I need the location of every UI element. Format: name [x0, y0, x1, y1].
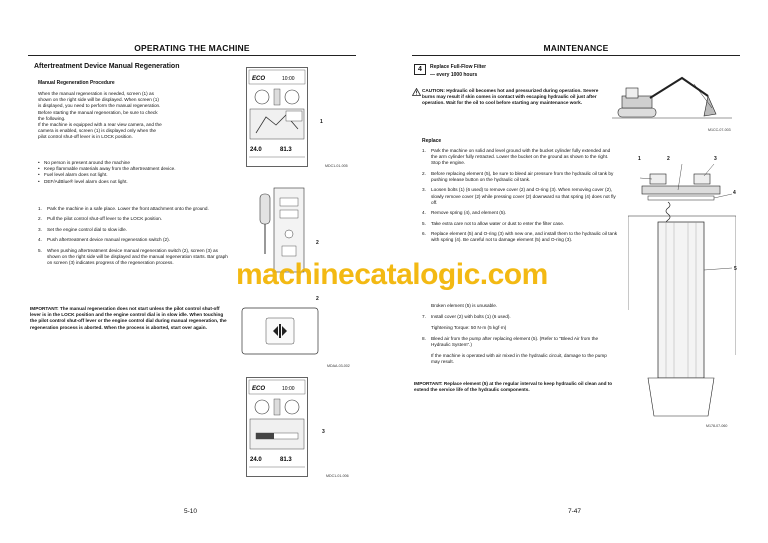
replace-steps [422, 148, 618, 248]
important-text: Replace element (5) at the regular interval to keep hydraulic oil clean and to extend the service life of the hydraulic components. [414, 381, 613, 393]
right-page-header: MAINTENANCE [543, 43, 609, 53]
step-item [422, 314, 618, 320]
watermark-text: machinecatalogic.com [236, 258, 548, 291]
callout-1: 1 [320, 119, 323, 125]
callout-2b: 2 [316, 296, 319, 302]
full-flow-filter-figure [628, 150, 736, 420]
step-item [38, 248, 230, 267]
caution-label: CAUTION: [422, 88, 445, 93]
intro-line: If the machine is equipped with a rear view camera, and the [38, 122, 162, 128]
step-text: Set the engine control dial to slow idle. [47, 226, 127, 232]
excavator-figure [612, 70, 732, 126]
step-item [422, 336, 618, 348]
important-label: IMPORTANT: [30, 306, 59, 311]
figure-id: MDC1-01-006 [326, 474, 349, 478]
step-text: Park the machine on solid and level ground with the bucket cylinder fully extended and the arm cylinder fully retracted. Lower the bucket on the ground as shown to the right. Stop the engine. [431, 148, 611, 166]
step-number: 1. [422, 148, 426, 153]
callout-4: 4 [733, 190, 736, 196]
step-text: Install cover (2) with bolts (1) (6 used). [431, 314, 511, 319]
broken-note: Broken element (5) is unusable. [431, 303, 498, 308]
left-page-header: OPERATING THE MACHINE [134, 43, 250, 53]
caution-text: Hydraulic oil becomes hot and pressurized during operation. Severe burns may result if skin comes in contact with escaping hydraulic oil just after operation. Wait for the oil to cool before starting any maintenance work. [422, 88, 599, 106]
step-number: 1. [38, 206, 42, 211]
step-number: 7. [422, 314, 426, 319]
step-number: 3. [422, 187, 426, 193]
step-text: Park the machine in a safe place. Lower the front attachment onto the ground. [47, 206, 209, 211]
step-item [38, 237, 230, 243]
intro-text [38, 91, 234, 141]
caution-note [422, 88, 612, 107]
precheck-list [38, 160, 228, 185]
important-note [414, 381, 614, 393]
eco-label: ECO [252, 386, 266, 392]
step-number: 3. [38, 226, 42, 232]
clock-text: 10:00 [282, 76, 295, 82]
intro-line: Before starting the manual regeneration, be sure to check [38, 109, 158, 115]
important-note [30, 306, 230, 331]
callout-3: 3 [322, 429, 325, 435]
right-header-rule [412, 55, 740, 56]
step-number: 4. [38, 237, 42, 243]
callout-3: 3 [714, 156, 717, 162]
caution-icon [412, 88, 421, 96]
list-item: • Fuel level alarm does not light. [38, 172, 228, 178]
monitor-screen-1 [246, 67, 308, 167]
list-item: • No person is present around the machine [38, 160, 228, 166]
page-number: 7-47 [568, 508, 582, 515]
list-item: • DEF/AdBlue® level alarm does not light. [38, 179, 228, 185]
intro-line: pilot control shut-off lever is in LOCK position. [38, 134, 133, 140]
step-text: Take extra care not to allow water or dust to enter the filter case. [431, 220, 565, 226]
task-title: Replace Full-Flow Filter [430, 64, 487, 70]
section-title: Aftertreatment Device Manual Regeneration [34, 63, 180, 70]
callout-2: 2 [316, 240, 319, 246]
callout-1: 1 [638, 156, 641, 162]
important-label: IMPORTANT: [414, 381, 443, 386]
step-number: 2. [422, 170, 426, 176]
figure-id: MDAA-03-002 [327, 364, 350, 368]
step-item [422, 210, 618, 216]
task-interval: — every 1000 hours [430, 72, 478, 78]
list-item: • Keep flammable materials away from the aftertreatment device. [38, 166, 228, 172]
step-text: Push aftertreatment device manual regeneration switch (2). [47, 237, 170, 243]
monitor-screen-3 [246, 377, 308, 477]
step-number: 8. [422, 336, 426, 341]
step-number-box: 4 [414, 64, 426, 75]
step-item [422, 171, 618, 183]
step-number: 5. [422, 220, 426, 226]
intro-line: camera is enabled, screen (1) is displayed only when the [38, 128, 157, 134]
temp-readout: 24.0 [250, 147, 262, 153]
temp-readout: 24.0 [250, 457, 262, 463]
step-item [38, 206, 230, 212]
intro-line: is displayed, you need to perform the manual regeneration. [38, 103, 161, 109]
step-item [38, 227, 230, 233]
step-item [422, 148, 618, 167]
step-item [422, 187, 618, 206]
step-number: 2. [38, 216, 42, 222]
regeneration-switch-figure [240, 306, 320, 356]
step-text: When pushing aftertreatment device manual regeneration switch (2), screen (3) as shown on the right side will be displayed and the manual regeneration starts. Bar graph on screen (3) indicates progress of the regeneration process. [47, 247, 228, 265]
step-text: Loosen bolts (1) (6 used) to remove cover (2) and O-ring (3). When removing cover (2), slowly remove cover (2) while pressing cover (2) downward so that spring (4) does not fly off. [431, 187, 616, 205]
step-text: Replace element (5) and O-ring (3) with new one, and install them to the hydraulic oil tank with spring (4). Be careful not to damage element (5) and O-ring (3). [431, 230, 618, 243]
procedure-steps [38, 206, 230, 270]
figure-id: M1CC-07-003 [708, 128, 731, 132]
step-number: 6. [422, 230, 426, 236]
figure-id: MDC1-01-005 [325, 164, 348, 168]
clock-text: 10:00 [282, 386, 295, 392]
sub-title: Manual Regeneration Procedure [38, 80, 115, 86]
air-mixed-note: If the machine is operated with air mixed in the hydraulic circuit, damage to the pump may result. [431, 353, 607, 365]
hours-readout: 81.3 [280, 147, 292, 153]
callout-2: 2 [667, 156, 670, 162]
step-number: 5. [38, 247, 42, 253]
step-text: Pull the pilot control shut-off lever to the LOCK position. [47, 216, 163, 222]
figure-id: M178-07-060 [706, 424, 728, 428]
intro-line: shown on the right side will be displayed. When screen (1) [38, 97, 159, 103]
callout-5: 5 [734, 266, 737, 272]
step-item [422, 221, 618, 227]
intro-line: When the manual regeneration is needed, screen (1) as [38, 91, 154, 96]
replace-title: Replace [422, 138, 442, 144]
step-number: 4. [422, 210, 426, 216]
hours-readout: 81.3 [280, 457, 292, 463]
intro-line: the following. [38, 115, 66, 121]
step-text: Before replacing element (5), be sure to bleed air pressure from the hydraulic oil tank by pushing release button on the hydraulic oil tank. [431, 170, 614, 182]
page-number: 5-10 [184, 508, 198, 515]
step-text: Bleed air from the pump after replacing element (5). (Refer to "Bleed Air from the Hydraulic System".) [431, 336, 599, 348]
important-text: The manual regeneration does not start unless the pilot control shut-off lever is in the LOCK position and the engine control dial is in slow idle. When touching the pilot control shut-off lever or the engine control dial during manual regeneration, the regeneration process is aborted. When the process is aborted, start over again. [30, 306, 227, 330]
step-text: Remove spring (4), and element (5). [431, 210, 507, 216]
step-item [38, 216, 230, 222]
torque-spec: Tightening Torque: 50 N·m (5 kgf·m) [431, 325, 507, 330]
left-header-rule [28, 55, 356, 56]
eco-label: ECO [252, 76, 266, 82]
step-item [422, 231, 618, 243]
